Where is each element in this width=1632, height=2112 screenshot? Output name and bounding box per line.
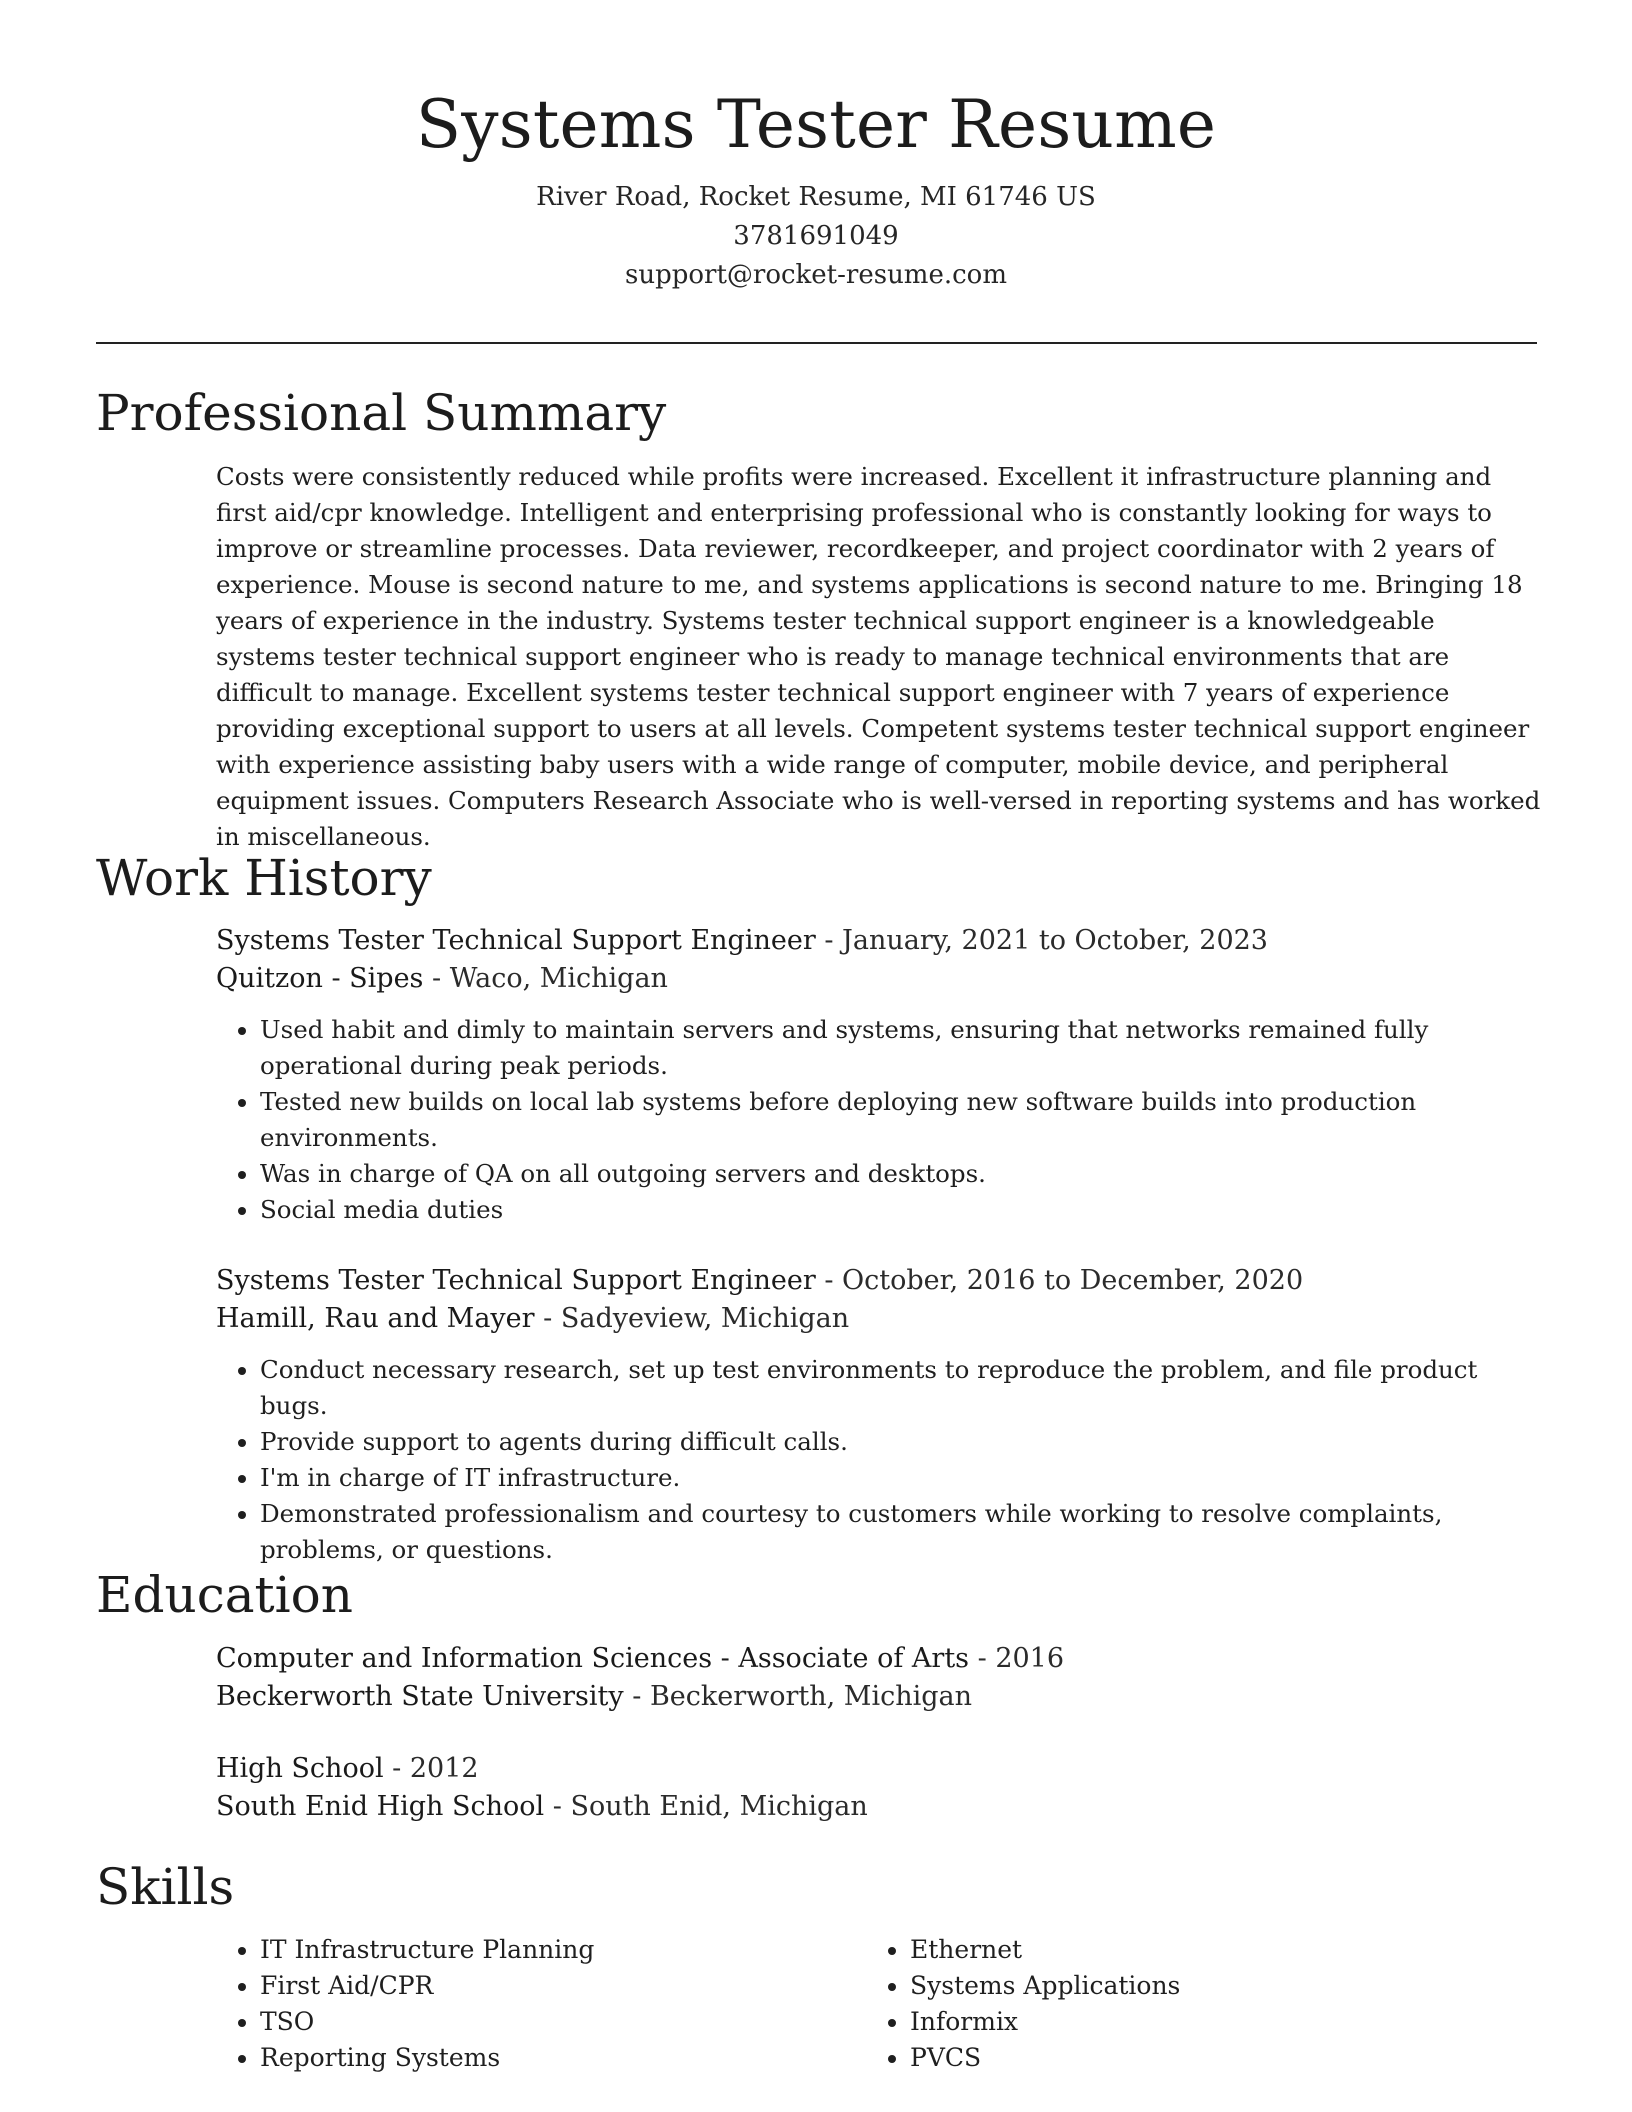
job-title: Systems Tester Technical Support Engineer bbox=[216, 925, 816, 956]
job-bullet: • Was in charge of QA on all outgoing servers and desktops. bbox=[260, 1156, 1541, 1192]
education-entry bbox=[216, 1750, 1541, 1826]
job-bullets bbox=[216, 1352, 1541, 1568]
job-company-line bbox=[216, 1300, 1541, 1338]
resume-header bbox=[0, 82, 1632, 295]
section-title-summary: Professional Summary bbox=[96, 384, 667, 442]
job-bullets bbox=[216, 1012, 1541, 1228]
skills-column-left bbox=[216, 1932, 866, 2076]
job-entry bbox=[216, 1262, 1541, 1568]
contact-info bbox=[0, 178, 1632, 295]
education-school: South Enid High School bbox=[216, 1791, 545, 1822]
summary-block bbox=[216, 459, 1541, 855]
header-divider bbox=[96, 342, 1537, 344]
job-company: Quitzon - Sipes bbox=[216, 963, 424, 994]
skill-item: • PVCS bbox=[910, 2040, 1516, 2076]
job-bullet: • Social media duties bbox=[260, 1192, 1541, 1228]
skill-item: • Informix bbox=[910, 2004, 1516, 2040]
job-title-line bbox=[216, 922, 1541, 960]
job-dates: - January, 2021 to October, 2023 bbox=[815, 925, 1268, 956]
job-bullet: • Tested new builds on local lab systems before deploying new software builds into production environments. bbox=[260, 1084, 1541, 1156]
education-location: - South Enid, Michigan bbox=[544, 1791, 868, 1822]
skill-item: • Reporting Systems bbox=[260, 2040, 866, 2076]
skills-list bbox=[216, 1932, 866, 2076]
skills-list bbox=[866, 1932, 1516, 2076]
phone: 3781691049 bbox=[733, 221, 899, 251]
skill-item: • Systems Applications bbox=[910, 1968, 1516, 2004]
education-degree-line bbox=[216, 1750, 1541, 1788]
job-entry bbox=[216, 922, 1541, 1228]
job-title: Systems Tester Technical Support Engineer bbox=[216, 1265, 816, 1296]
skill-item: • Ethernet bbox=[910, 1932, 1516, 1968]
job-bullet: • Demonstrated professionalism and courtesy to customers while working to resolve complaints, problems, or questions. bbox=[260, 1496, 1541, 1568]
job-dates: - October, 2016 to December, 2020 bbox=[815, 1265, 1304, 1296]
education-entry bbox=[216, 1640, 1541, 1716]
education-school-line bbox=[216, 1788, 1541, 1826]
section-title-skills: Skills bbox=[96, 1858, 235, 1916]
education-year: - 2016 bbox=[969, 1643, 1065, 1674]
skill-item: • First Aid/CPR bbox=[260, 1968, 866, 2004]
education-year: - 2012 bbox=[383, 1753, 479, 1784]
job-bullet: • Used habit and dimly to maintain servers and systems, ensuring that networks remained fully operational during peak periods. bbox=[260, 1012, 1541, 1084]
education-location: - Beckerworth, Michigan bbox=[623, 1681, 973, 1712]
skills-grid bbox=[216, 1932, 1541, 2076]
job-location: - Waco, Michigan bbox=[423, 963, 668, 994]
skill-item: • IT Infrastructure Planning bbox=[260, 1932, 866, 1968]
section-title-work-history: Work History bbox=[96, 849, 432, 907]
section-title-education: Education bbox=[96, 1566, 353, 1624]
education-degree: Computer and Information Sciences - Associate of Arts bbox=[216, 1643, 970, 1674]
job-bullet: • I'm in charge of IT infrastructure. bbox=[260, 1460, 1541, 1496]
resume-title: Systems Tester Resume bbox=[415, 86, 1217, 163]
skill-item: • TSO bbox=[260, 2004, 866, 2040]
email: support@rocket-resume.com bbox=[624, 260, 1007, 290]
education-degree: High School bbox=[216, 1753, 384, 1784]
job-company: Hamill, Rau and Mayer bbox=[216, 1303, 535, 1334]
job-location: - Sadyeview, Michigan bbox=[534, 1303, 850, 1334]
job-title-line bbox=[216, 1262, 1541, 1300]
summary-text: Costs were consistently reduced while profits were increased. Excellent it infrastructure planning and first aid/cpr knowledge. Intelligent and enterprising professional who is constantly looking for ways to improve or streamline processes. Data reviewer, recordkeeper, and project coordinator with 2 years of experience. Mouse is second nature to me, and systems applications is second nature to me. Bringing 18 years of experience in the industry. Systems tester technical support engineer is a knowledgeable systems tester technical support engineer who is ready to manage technical environments that are difficult to manage. Excellent systems tester technical support engineer with 7 years of experience providing exceptional support to users at all levels. Competent systems tester technical support engineer with experience assisting baby users with a wide range of computer, mobile device, and peripheral equipment issues. Computers Research Associate who is well-versed in reporting systems and has worked in miscellaneous. bbox=[216, 462, 1541, 851]
address: River Road, Rocket Resume, MI 61746 US bbox=[536, 182, 1096, 212]
education-school: Beckerworth State University bbox=[216, 1681, 624, 1712]
job-bullet: • Conduct necessary research, set up test environments to reproduce the problem, and file product bugs. bbox=[260, 1352, 1541, 1424]
education-school-line bbox=[216, 1678, 1541, 1716]
skills-column-right bbox=[866, 1932, 1516, 2076]
job-company-line bbox=[216, 960, 1541, 998]
job-bullet: • Provide support to agents during difficult calls. bbox=[260, 1424, 1541, 1460]
education-degree-line bbox=[216, 1640, 1541, 1678]
